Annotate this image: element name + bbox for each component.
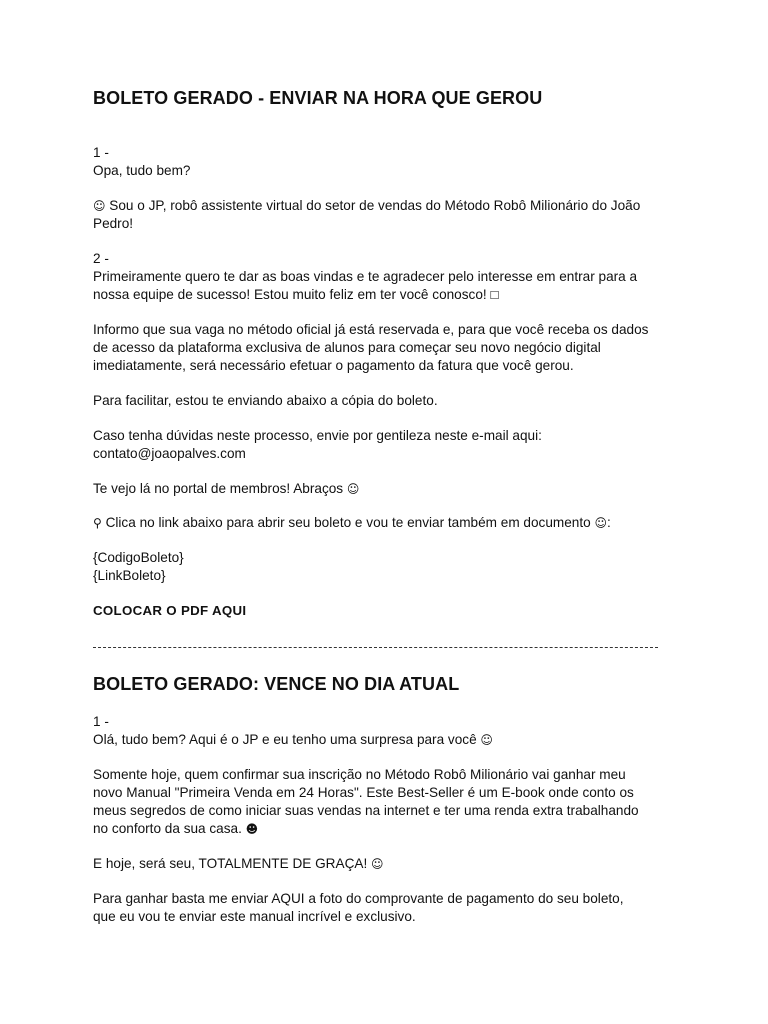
contact-email: contato@joaopalves.com <box>93 446 246 461</box>
s2-free <box>93 855 384 873</box>
click-end: : <box>606 515 611 530</box>
msg1-intro-line1 <box>93 197 640 215</box>
smile-icon: ☺ <box>480 733 493 747</box>
section-divider <box>93 647 658 648</box>
section1-title: BOLETO GERADO - ENVIAR NA HORA QUE GEROU <box>93 88 543 108</box>
s2-offer-text: no conforto da sua casa. <box>93 821 246 836</box>
laugh-icon: ☻ <box>245 822 259 836</box>
msg1-intro-line2: Pedro! <box>93 216 134 231</box>
code-placeholder: {CodigoBoleto} <box>93 550 184 565</box>
magnifier-icon: ⚲ <box>93 516 102 530</box>
msg2-welcome-line2: nossa equipe de sucesso! Estou muito feliz em ter você conosco! □ <box>93 287 499 302</box>
s2-free-text: E hoje, será seu, TOTALMENTE DE GRAÇA! <box>93 856 372 871</box>
s2-offer-line1: Somente hoje, quem confirmar sua inscrição no Método Robô Milionário vai ganhar meu <box>93 767 626 782</box>
s2-msg1-greeting <box>93 731 493 749</box>
msg2-info-line3: imediatamente, será necessário efetuar o pagamento da fatura que você gerou. <box>93 358 574 373</box>
link-placeholder: {LinkBoleto} <box>93 568 166 583</box>
s2-greeting-text: Olá, tudo bem? Aqui é o JP e eu tenho uma surpresa para você <box>93 732 481 747</box>
msg2-number: 2 - <box>93 251 109 266</box>
hug-icon: ☺ <box>346 482 360 496</box>
msg2-info-line2: de acesso da plataforma exclusiva de alunos para começar seu novo negócio digital <box>93 340 601 355</box>
s2-send-line1: Para ganhar basta me enviar AQUI a foto do comprovante de pagamento do seu boleto, <box>93 891 624 906</box>
msg2-click <box>93 514 611 532</box>
smile-icon: ☺ <box>93 199 106 213</box>
msg2-facilitate: Para facilitar, estou te enviando abaixo a cópia do boleto. <box>93 393 438 408</box>
clap-icon: ☺ <box>371 857 384 871</box>
s2-offer-line3: meus segredos de como iniciar suas vendas na internet e ter uma renda extra trabalhando <box>93 803 639 818</box>
wink-icon: ☺ <box>594 516 607 530</box>
s2-msg1-number: 1 - <box>93 714 109 729</box>
msg2-portal <box>93 480 359 498</box>
pdf-note: COLOCAR O PDF AQUI <box>93 603 247 618</box>
msg2-welcome-line1: Primeiramente quero te dar as boas vindas e te agradecer pelo interesse em entrar para a <box>93 269 638 284</box>
portal-text: Te vejo lá no portal de membros! Abraços <box>93 481 347 496</box>
section2-title: BOLETO GERADO: VENCE NO DIA ATUAL <box>93 674 460 694</box>
s2-offer-line4 <box>93 820 258 838</box>
msg1-greeting: Opa, tudo bem? <box>93 163 191 178</box>
msg1-number: 1 - <box>93 145 109 160</box>
msg1-intro-text: Sou o JP, robô assistente virtual do setor de vendas do Método Robô Milionário do João <box>105 198 641 213</box>
click-text: Clica no link abaixo para abrir seu boleto e vou te enviar também em documento <box>101 515 595 530</box>
s2-send-line2: que eu vou te enviar este manual incrível e exclusivo. <box>93 909 416 924</box>
msg2-info-line1: Informo que sua vaga no método oficial já está reservada e, para que você receba os dados <box>93 322 649 337</box>
msg2-doubts-line1: Caso tenha dúvidas neste processo, envie por gentileza neste e-mail aqui: <box>93 428 542 443</box>
s2-offer-line2: novo Manual "Primeira Venda em 24 Horas". Este Best-Seller é um E-book onde conto os <box>93 785 634 800</box>
